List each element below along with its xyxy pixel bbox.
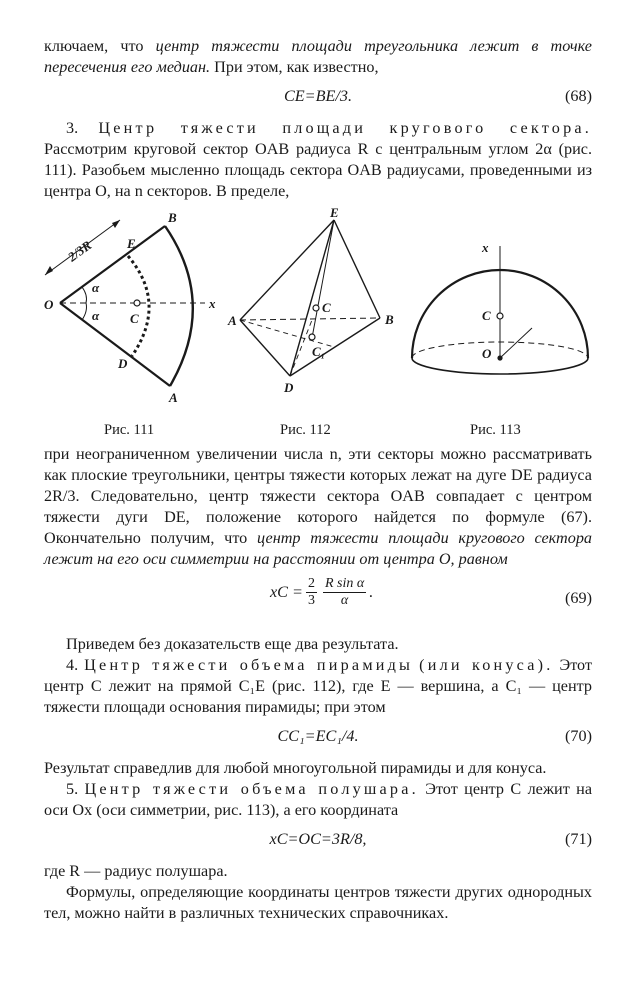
intro-tail: При этом, как известно, (210, 58, 379, 76)
fig111-caption: Рис. 111 (104, 422, 155, 438)
results-paragraph: Приведем без доказательств еще два результата. (66, 635, 399, 653)
fig113-label-C: C (482, 308, 491, 323)
radius-paragraph: где R — радиус полушара. (44, 862, 228, 880)
fig112-label-A: A (228, 313, 237, 328)
formula-70-expression: CC₁=EC₁/4. (277, 727, 359, 745)
final-paragraph: Формулы, определяющие координаты центров тяжести других однородных тел, можно найти в различных технических справочниках. (44, 883, 592, 922)
fig113-label-O: O (482, 346, 492, 361)
formula-69-expression (270, 576, 373, 609)
fig113-label-x: x (482, 240, 489, 255)
fig111-label-A: A (169, 390, 178, 405)
section-3-number: 3. (66, 119, 79, 137)
section-3-title: Центр тяжести площади кругового сектора. (98, 119, 592, 137)
fig112-label-D: D (284, 380, 294, 395)
formula-69-fraction-2 (323, 576, 366, 609)
fig113-caption: Рис. 113 (470, 422, 521, 438)
formula-69-fraction-1 (306, 576, 317, 609)
formula-71 (44, 825, 592, 855)
formula-69-lhs: xC = (270, 583, 303, 601)
intro-lead: ключаем, что (44, 37, 156, 55)
section-5-text: Этот центр C лежит на оси Ox (оси симметрии, рис. 113), а его координата (44, 780, 593, 819)
fig112-label-E: E (330, 208, 339, 220)
intro-paragraph (44, 36, 592, 78)
fig111-label-x: x (209, 296, 216, 311)
formula-68-expression: CE=BE/3. (283, 87, 353, 105)
fig111-label-C: C (130, 311, 139, 326)
section-4-number: 4. (66, 656, 79, 674)
fig111-label-B: B (168, 210, 177, 225)
formula-68-number: (68) (565, 87, 592, 105)
fig112-caption: Рис. 112 (280, 422, 331, 438)
fig112-label-B: B (385, 312, 394, 327)
formula-69-number: (69) (565, 589, 592, 607)
after-figures-paragraph (44, 444, 592, 570)
section-4-paragraph (44, 655, 592, 718)
fig111-label-radius: 2/3R (64, 237, 95, 265)
formula-69-frac2-num: R sin α (324, 576, 365, 591)
section-4-title: Центр тяжести объема пирамиды (84, 656, 414, 674)
section-5-title: Центр тяжести объема полушара. (84, 780, 419, 798)
formula-69-frac1-den: 3 (307, 593, 315, 608)
formula-69-end: . (369, 583, 374, 601)
section-3-text: Рассмотрим круговой сектор OAB радиуса R с центральным углом 2α (рис. 111). Разобьем мысленно площадь сектора OAB радиусами, проведенными из центра O, на n секторов. В пределе, (44, 140, 592, 200)
fig112-label-C: C (322, 300, 331, 315)
pyramid-paragraph: Результат справедлив для любой многоугольной пирамиды и для конуса. (44, 759, 547, 777)
section-5-paragraph (44, 779, 592, 821)
figures-row (44, 208, 592, 440)
figure-112 (240, 220, 380, 376)
formula-70 (44, 722, 592, 752)
fig111-label-E: E (127, 236, 136, 251)
fig111-label-alpha2: α (92, 308, 100, 323)
formula-71-expression: xC=OC=3R/8, (269, 830, 367, 848)
sector-theorem: центр тяжести площади кругового сектора лежит на его оси симметрии на расстоянии от центра O, равном (44, 529, 593, 568)
section-4-text: Этот центр C лежит на прямой C₁E (рис. 112), где E — вершина, а C₁ — центр тяжести площади основания пирамиды; при этом (44, 656, 593, 716)
fig112-label-C1: C₁ (312, 344, 326, 359)
section-4-title-2: (или конуса). (419, 656, 554, 674)
intro-theorem: центр тяжести площади треугольника лежит в точке пересечения его медиан. (44, 37, 592, 76)
figure-113 (412, 246, 588, 374)
formula-69-frac2-den: α (340, 593, 349, 608)
after-figures-text: при неограниченном увеличении числа n, эти секторы можно рассматривать как плоские треугольники, центры тяжести которых лежат на дуге DE радиуса 2R/3. Следовательно, центр тяжести сектора OAB совпадает с центром тяжести дуги DE, положение которого найдется по формуле (67). Окончательно получим, что (44, 445, 592, 547)
fig111-label-D: D (118, 356, 128, 371)
figures-drawing (0, 208, 636, 440)
section-5-number: 5. (66, 780, 79, 798)
formula-69-frac1-num: 2 (307, 576, 315, 591)
formula-71-number: (71) (565, 830, 592, 848)
section-3-paragraph (44, 118, 592, 202)
fig111-label-alpha1: α (92, 280, 100, 295)
formula-68 (44, 82, 592, 112)
fig111-label-O: O (44, 297, 54, 312)
formula-69 (44, 574, 592, 628)
formula-70-number: (70) (565, 727, 592, 745)
page-content (44, 36, 592, 924)
